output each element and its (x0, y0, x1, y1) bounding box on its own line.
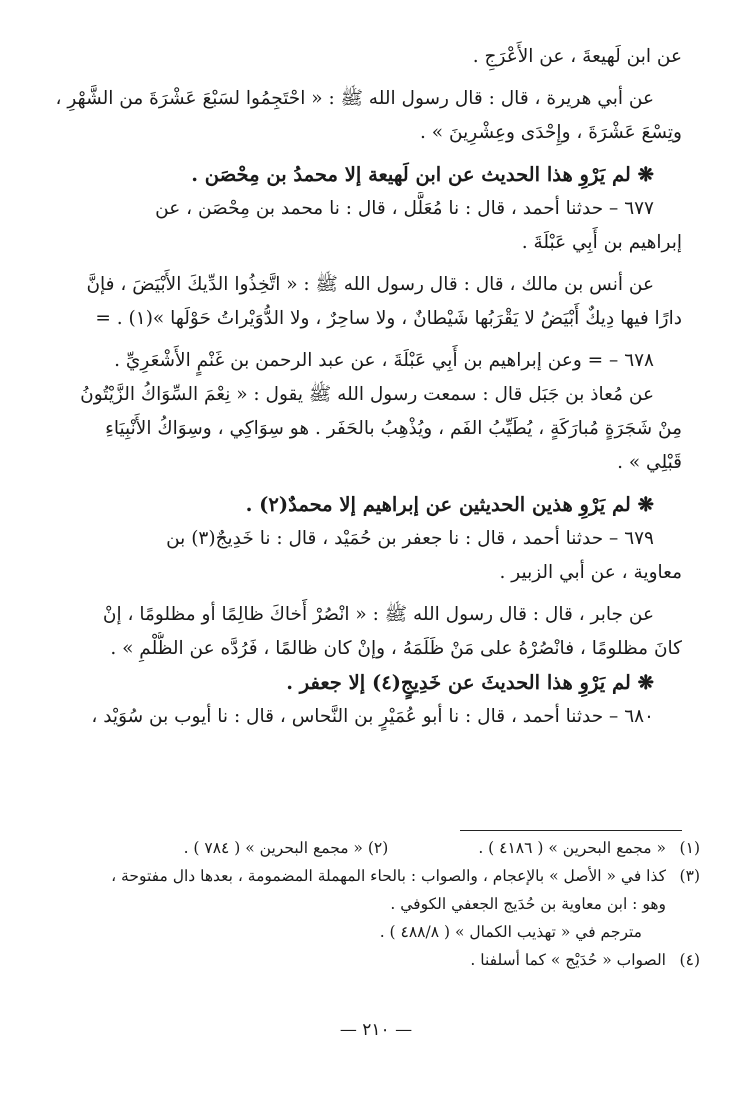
footnote-number: (٣) (679, 867, 700, 885)
footnote-text: كذا في « الأصل » بالإعجام ، والصواب : بالحاء المهملة المضمومة ، بعدها دال مفتوحة ، (111, 867, 666, 885)
footnote-number: (١) (679, 839, 700, 857)
text-line: عن مُعاذ بن جَبَل قال : سمعت رسول الله ﷺ يقول : « نِعْمَ السِّوَاكُ الزَّيْتُونُ (80, 384, 654, 405)
text-line: عن ابن لَهيعةَ ، عن الأَعْرَجِ . (472, 46, 682, 67)
footnote-number: (٤) (679, 951, 700, 969)
narration-note: ❋ لم يَرْوِ هذا الحديث عن ابن لَهيعة إلا محمدُ بن مِحْصَن . (191, 163, 654, 186)
footnotes (18, 834, 700, 974)
footnote-text: « مجمع البحرين » ( ٤١٨٦ ) . (478, 839, 666, 857)
footnote-4 (18, 946, 700, 974)
narration-note: ❋ لم يَرْوِ هذين الحديثين عن إبراهيم إلا محمدٌ(٢) . (245, 493, 654, 516)
text-line: إبراهيم بن أَبِي عَبْلَةَ . (521, 232, 682, 253)
main-text (18, 40, 682, 734)
text-line: عن أبي هريرة ، قال : قال رسول الله ﷺ : « احْتَجِمُوا لسَبْعَ عَشْرَةَ من الشَّهْرِ ، (55, 88, 654, 109)
footnote-3-continued: وهو : ابن معاوية بن حُدَيج الجعفي الكوفي . (390, 895, 666, 913)
text-line: كانَ مظلومًا ، فانْصُرْهُ على مَنْ ظَلَمَهُ ، وإنْ كان ظالمًا ، فَرُدَّه عن الظُّلْمِ » . (110, 638, 682, 659)
text-line: قَبْلِي » . (617, 452, 682, 473)
footnote-separator (460, 830, 682, 831)
hadith-header: ٦٨٠ – حدثنا أحمد ، قال : نا أبو عُمَيْرٍ بن النَّحاس ، قال : نا أيوب بن سُوَيْد ، (91, 706, 654, 727)
text-line: عن أنس بن مالك ، قال : قال رسول الله ﷺ : « اتَّخِذُوا الدِّيكَ الأَبْيَضَ ، فإنَّ (86, 274, 654, 295)
footnote-text: « مجمع البحرين » ( ٧٨٤ ) . (183, 839, 363, 857)
hadith-header: ٦٧٨ – = وعن إبراهيم بن أَبِي عَبْلَةَ ، عن عبد الرحمن بن غَنْمٍ الأَشْعَرِيِّ . (114, 350, 654, 371)
text-line: مِنْ شَجَرَةٍ مُبارَكَةٍ ، يُطَيِّبُ الفَم ، ويُذْهِبُ بالحَفَر . هو سِوَاكِي ، وسِوَاكُ الأَنْبِيَاءِ (105, 418, 682, 439)
footnote-3-continued: مترجم في « تهذيب الكمال » ( ٤٨٨/٨ ) . (379, 923, 642, 941)
hadith-header: ٦٧٧ – حدثنا أحمد ، قال : نا مُعَلَّل ، قال : نا محمد بن مِحْصَن ، عن (155, 198, 654, 219)
footnote-text: الصواب « حُدَيْج » كما أسلفنا . (470, 951, 666, 969)
text-line: عن جابر ، قال : قال رسول الله ﷺ : « انْصُرْ أَخاكَ ظالِمًا أو مظلومًا ، إنْ (102, 604, 654, 625)
footnote-3 (18, 862, 700, 890)
footnote-2 (184, 834, 389, 862)
footnote-1 (478, 834, 700, 862)
text-line: معاوية ، عن أبي الزبير . (499, 562, 682, 583)
text-line: دارًا فيها دِيكٌ أَبْيَضُ لا يَقْرَبُها شَيْطانٌ ، ولا ساحِرٌ ، ولا الدُّوَيْراتُ حَوْلَها »(١) . = (95, 308, 682, 329)
text-line: وتِسْعَ عَشْرَةَ ، وإِحْدَى وعِشْرِينَ » . (420, 122, 682, 143)
footnote-number: (٢) (367, 839, 389, 857)
hadith-header: ٦٧٩ – حدثنا أحمد ، قال : نا جعفر بن حُمَيْد ، قال : نا خَدِيجٌ(٣) بن (166, 528, 654, 549)
narration-note: ❋ لم يَرْوِ هذا الحديثَ عن خَدِيجٍ(٤) إلا جعفر . (286, 671, 654, 694)
page-number: — ٢١٠ — (339, 1020, 413, 1040)
footnote-row (18, 834, 700, 862)
